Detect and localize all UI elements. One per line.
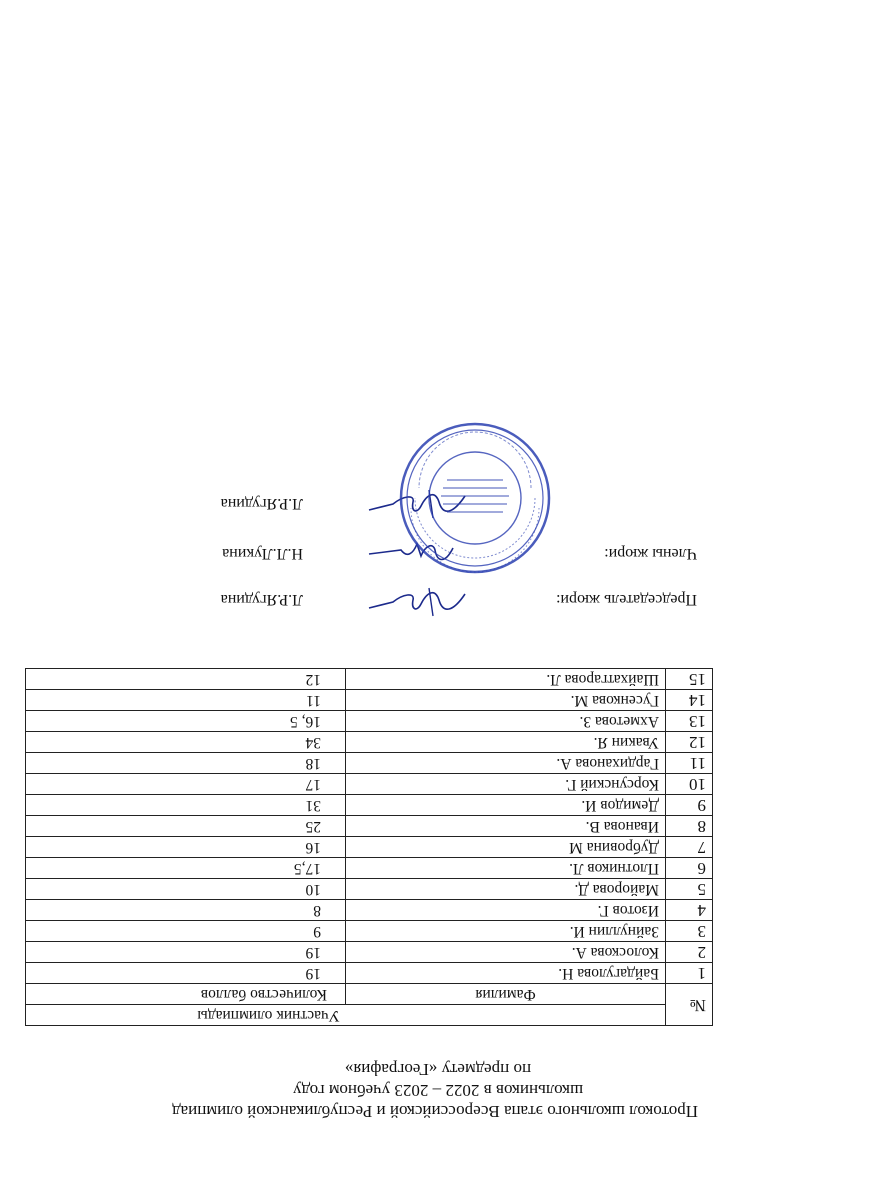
row-num: 9 (666, 795, 713, 816)
row-name: Плотников Л. (346, 858, 666, 879)
row-num: 3 (666, 921, 713, 942)
header-name: Фамилия (346, 984, 666, 1005)
row-score: 10 (26, 879, 346, 900)
row-num: 12 (666, 732, 713, 753)
table-row (26, 921, 713, 942)
row-name: Ахметова З. (346, 711, 666, 732)
row-num: 13 (666, 711, 713, 732)
member-name-2: Л.Р.Ягудина (220, 495, 303, 512)
row-num: 10 (666, 774, 713, 795)
table-row (26, 690, 713, 711)
title-line-3: по предмету «География» (344, 1060, 532, 1079)
table-header-row (26, 1005, 713, 1026)
row-num: 6 (666, 858, 713, 879)
row-score: 19 (26, 963, 346, 984)
row-num: 1 (666, 963, 713, 984)
row-score: 16, 5 (26, 711, 346, 732)
row-score: 25 (26, 816, 346, 837)
table-row (26, 816, 713, 837)
member-name-1: Н.Л.Лукина (222, 545, 303, 562)
table-row (26, 858, 713, 879)
row-num: 4 (666, 900, 713, 921)
row-score: 17 (26, 774, 346, 795)
header-score: Количество баллов (26, 984, 346, 1005)
table-subheader-row (26, 984, 713, 1005)
row-name: Колоскова А. (346, 942, 666, 963)
row-score: 31 (26, 795, 346, 816)
row-name: Увакин Я. (346, 732, 666, 753)
row-num: 11 (666, 753, 713, 774)
row-score: 12 (26, 669, 346, 690)
row-num: 7 (666, 837, 713, 858)
row-num: 5 (666, 879, 713, 900)
document-title (171, 1059, 698, 1122)
header-num: № (666, 984, 713, 1026)
row-name: Гусенкова М. (346, 690, 666, 711)
row-name: Зайнуллин И. (346, 921, 666, 942)
row-name: Изотов Г. (346, 900, 666, 921)
row-score: 8 (26, 900, 346, 921)
row-name: Демидов И. (346, 795, 666, 816)
table-row (26, 669, 713, 690)
results-table (25, 668, 713, 1026)
table-row (26, 795, 713, 816)
row-name: Корсунский Г. (346, 774, 666, 795)
table-row (26, 711, 713, 732)
row-num: 15 (666, 669, 713, 690)
table-row (26, 732, 713, 753)
row-score: 16 (26, 837, 346, 858)
row-score: 34 (26, 732, 346, 753)
table-row (26, 963, 713, 984)
row-score: 17,5 (26, 858, 346, 879)
title-line-2: школьников в 2022 – 2023 учебном году (292, 1081, 584, 1100)
row-name: Гардиханова А. (346, 753, 666, 774)
row-name: Майорова Д. (346, 879, 666, 900)
row-num: 14 (666, 690, 713, 711)
table-row (26, 879, 713, 900)
row-name: Байдагулова Н. (346, 963, 666, 984)
table-row (26, 774, 713, 795)
row-num: 2 (666, 942, 713, 963)
row-name: Дубровина М (346, 837, 666, 858)
chair-name: Л.Р.Ягудина (220, 591, 303, 608)
chair-label: Председатель жюри: (556, 591, 697, 608)
row-name: Шайхатгарова Л. (346, 669, 666, 690)
row-score: 18 (26, 753, 346, 774)
school-stamp-seal (395, 418, 555, 578)
table-row (26, 753, 713, 774)
table-row (26, 900, 713, 921)
table-row (26, 837, 713, 858)
row-score: 11 (26, 690, 346, 711)
row-name: Иванова В. (346, 816, 666, 837)
row-score: 9 (26, 921, 346, 942)
table-row (26, 942, 713, 963)
members-label: Члены жюри: (604, 545, 697, 562)
title-line-1: Протокол школьного этапа Всероссийской и Республиканской олимпиад (171, 1102, 698, 1121)
chair-signature (363, 582, 473, 622)
row-num: 8 (666, 816, 713, 837)
header-participant: Участник олимпиады (26, 1005, 666, 1026)
row-score: 19 (26, 942, 346, 963)
